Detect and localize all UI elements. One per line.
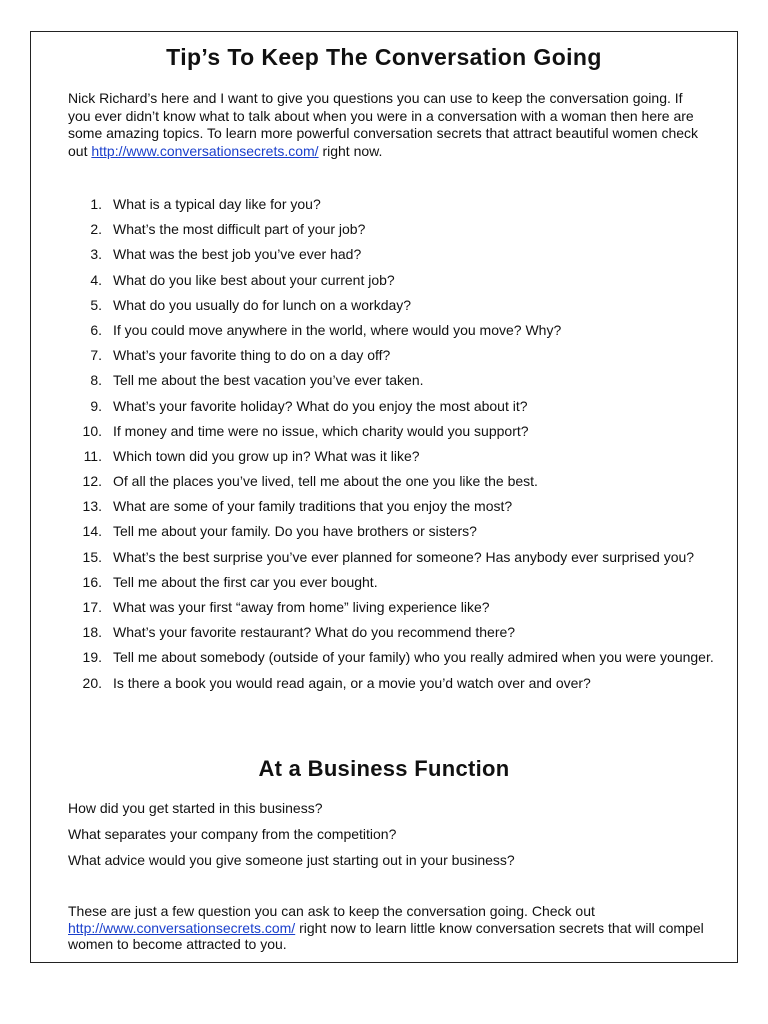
question-text: Which town did you grow up in? What was it like?: [113, 447, 420, 464]
question-number: 15.: [82, 548, 102, 565]
intro-text-end: right now.: [318, 142, 383, 159]
question-item: [68, 624, 718, 641]
question-item: [68, 574, 718, 591]
question-text: What do you usually do for lunch on a workday?: [113, 296, 412, 313]
question-text: Tell me about the first car you ever bought.: [113, 573, 378, 590]
question-item: [68, 423, 718, 440]
question-text: What’s your favorite thing to do on a day off?: [113, 347, 391, 364]
business-question-item: What separates your company from the competition?: [68, 826, 397, 842]
business-question-item: What advice would you give someone just starting out in your business?: [68, 852, 515, 868]
question-number: 10.: [82, 422, 102, 439]
question-text: Tell me about somebody (outside of your family) who you really admired when you were younger.: [113, 649, 714, 666]
question-item: [68, 498, 718, 515]
question-number: 2.: [90, 221, 102, 238]
question-text: What’s your favorite restaurant? What do you recommend there?: [113, 624, 516, 641]
business-question-list: [68, 800, 708, 878]
question-item: [68, 675, 718, 692]
question-text: What was the best job you’ve ever had?: [113, 246, 362, 263]
question-number: 9.: [90, 397, 102, 414]
question-item: [68, 196, 718, 213]
question-item: [68, 297, 718, 314]
question-item: [68, 523, 718, 540]
question-text: Tell me about your family. Do you have brothers or sisters?: [113, 523, 477, 540]
question-number: 7.: [90, 347, 102, 364]
question-text: What’s the best surprise you’ve ever planned for someone? Has anybody ever surprised you?: [113, 548, 695, 565]
question-number: 8.: [90, 372, 102, 389]
question-number: 3.: [90, 246, 102, 263]
question-text: What was your first “away from home” living experience like?: [113, 599, 490, 615]
page-title: Tip’s To Keep The Conversation Going: [166, 44, 602, 70]
question-text: Tell me about the best vacation you’ve ever taken.: [113, 372, 424, 389]
question-number: 4.: [90, 271, 102, 288]
outro-text: These are just a few question you can ask to keep the conversation going. Check out: [68, 903, 595, 919]
question-number: 20.: [82, 674, 102, 691]
question-item: [68, 272, 718, 289]
intro-link[interactable]: http://www.conversationsecrets.com/: [91, 142, 319, 159]
question-number: 14.: [82, 523, 102, 540]
question-number: 19.: [82, 649, 102, 666]
intro-paragraph: [68, 90, 708, 160]
question-item: [68, 372, 718, 389]
question-text: What do you like best about your current job?: [113, 271, 395, 288]
question-item: [68, 448, 718, 465]
question-text: What’s your favorite holiday? What do you enjoy the most about it?: [113, 397, 528, 414]
question-item: [68, 549, 718, 566]
question-number: 17.: [82, 599, 102, 615]
question-item: [68, 473, 718, 490]
question-text: What’s the most difficult part of your job?: [113, 221, 366, 238]
outro-paragraph: [68, 903, 708, 953]
question-text: Of all the places you’ve lived, tell me about the one you like the best.: [113, 473, 538, 490]
question-number: 12.: [82, 473, 102, 490]
question-item: [68, 322, 718, 339]
outro-link[interactable]: http://www.conversationsecrets.com/: [68, 919, 296, 936]
question-item: [68, 246, 718, 263]
question-text: What are some of your family traditions that you enjoy the most?: [113, 498, 513, 515]
business-question-item: How did you get started in this business?: [68, 800, 323, 816]
question-item: [68, 649, 718, 666]
question-item: [68, 221, 718, 238]
question-item: [68, 347, 718, 364]
question-text: If you could move anywhere in the world, where would you move? Why?: [113, 321, 562, 338]
question-number: 11.: [83, 447, 102, 464]
intro-text: Nick Richard’s here and I want to give you questions you can use to keep the conversation going. If you ever didn’t know what to talk about when you were in a conversation with a woman then here are some amazing topics. To learn more powerful conversation secrets that attract beautiful women check out: [68, 90, 699, 159]
question-number: 1.: [90, 196, 102, 212]
question-number: 5.: [90, 296, 102, 313]
question-number: 18.: [82, 624, 102, 641]
question-list: [68, 196, 718, 700]
question-number: 13.: [82, 498, 102, 515]
question-number: 16.: [82, 573, 102, 590]
question-text: Is there a book you would read again, or a movie you’d watch over and over?: [113, 674, 591, 691]
question-item: [68, 599, 718, 616]
question-item: [68, 398, 718, 415]
outro-text-end: right now to learn little know conversation secrets that will compel women to become attracted to you.: [68, 919, 704, 952]
question-text: What is a typical day like for you?: [113, 196, 321, 212]
business-section-title: At a Business Function: [258, 756, 510, 781]
question-number: 6.: [90, 321, 102, 338]
question-text: If money and time were no issue, which charity would you support?: [113, 422, 529, 439]
